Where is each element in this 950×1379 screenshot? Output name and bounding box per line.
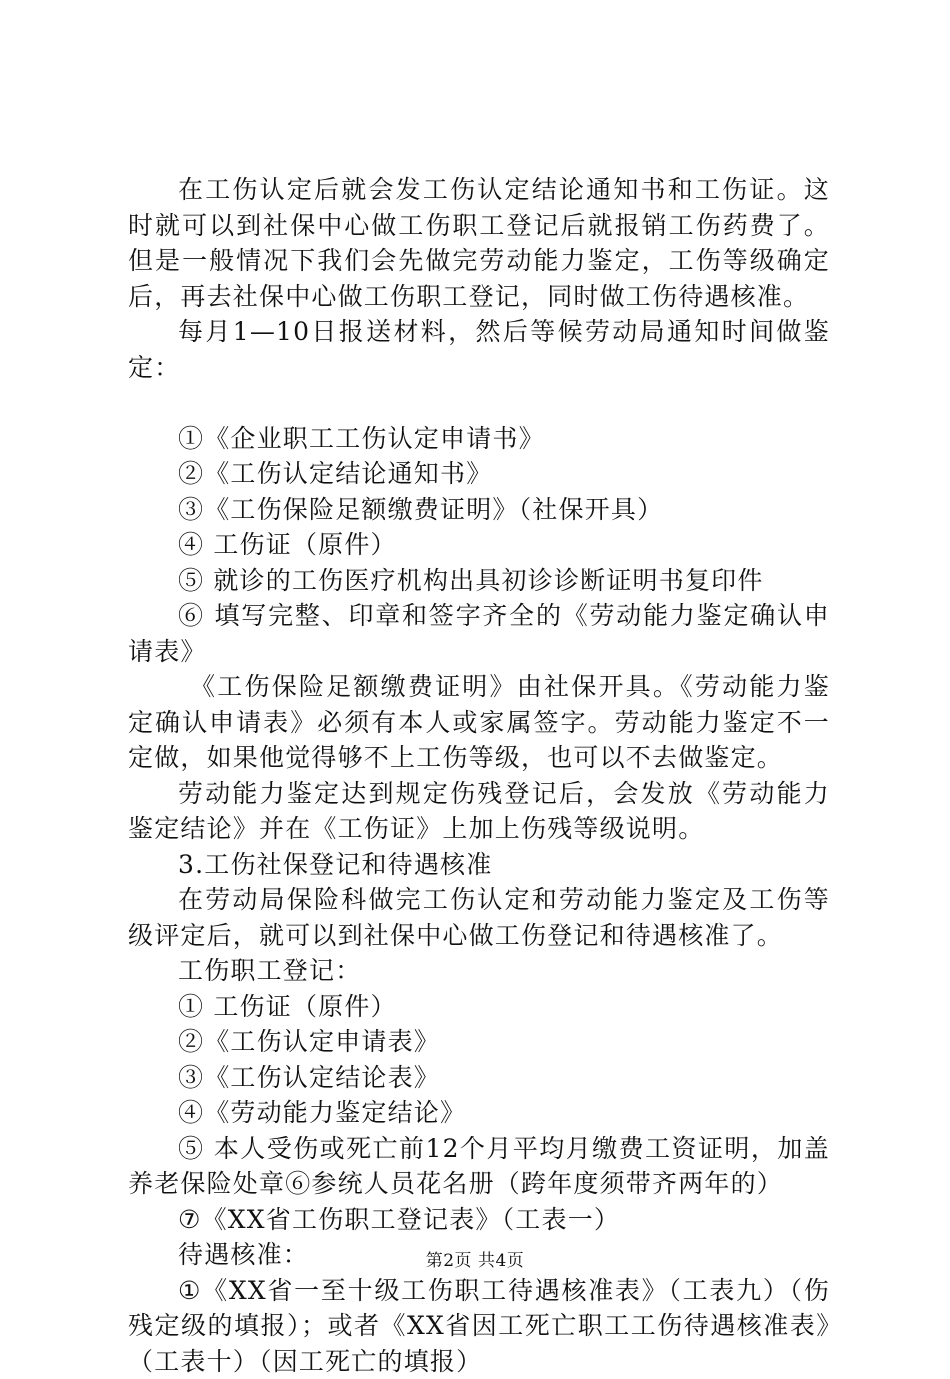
page-number: 第2页 共4页	[0, 1246, 950, 1271]
blank-line	[128, 385, 830, 421]
paragraph-section-intro: 在劳动局保险科做完工伤认定和劳动能力鉴定及工伤等级评定后，就可以到社保中心做工伤登记和待遇核准了。	[128, 882, 830, 953]
list-item: ②《工伤认定申请表》	[128, 1024, 830, 1060]
list-item: ②《工伤认定结论通知书》	[128, 456, 830, 492]
list-item: ⑥ 填写完整、印章和签字齐全的《劳动能力鉴定确认申请表》	[128, 598, 830, 669]
paragraph-schedule: 每月1—10日报送材料，然后等候劳动局通知时间做鉴定：	[128, 314, 830, 385]
subheading-registration: 工伤职工登记：	[128, 953, 830, 989]
paragraph-result: 劳动能力鉴定达到规定伤残登记后，会发放《劳动能力鉴定结论》并在《工伤证》上加上伤残等级说明。	[128, 776, 830, 847]
paragraph-note: 《工伤保险足额缴费证明》由社保开具。《劳动能力鉴定确认申请表》必须有本人或家属签字。劳动能力鉴定不一定做，如果他觉得够不上工伤等级，也可以不去做鉴定。	[128, 669, 830, 776]
paragraph-intro: 在工伤认定后就会发工伤认定结论通知书和工伤证。这时就可以到社保中心做工伤职工登记后就报销工伤药费了。但是一般情况下我们会先做完劳动能力鉴定，工伤等级确定后，再去社保中心做工伤职工登记，同时做工伤待遇核准。	[128, 172, 830, 314]
list-item: ⑤ 本人受伤或死亡前12个月平均月缴费工资证明，加盖养老保险处章⑥参统人员花名册（跨年度须带齐两年的）	[128, 1131, 830, 1202]
section-heading: 3.工伤社保登记和待遇核准	[128, 847, 830, 883]
list-item: ④ 工伤证（原件）	[128, 527, 830, 563]
list-item: ③《工伤认定结论表》	[128, 1060, 830, 1096]
list-item: ①《企业职工工伤认定申请书》	[128, 421, 830, 457]
list-item: ③《工伤保险足额缴费证明》（社保开具）	[128, 492, 830, 528]
list-item: ① 工伤证（原件）	[128, 989, 830, 1025]
list-item: ⑦《XX省工伤职工登记表》（工表一）	[128, 1202, 830, 1238]
subheading-approval: 待遇核准：	[128, 1237, 830, 1273]
list-item: ⑤ 就诊的工伤医疗机构出具初诊诊断证明书复印件	[128, 563, 830, 599]
list-item: ④《劳动能力鉴定结论》	[128, 1095, 830, 1131]
list-item: ①《XX省一至十级工伤职工待遇核准表》（工表九）（伤残定级的填报）；或者《XX省因工死亡职工工伤待遇核准表》（工表十）（因工死亡的填报）	[128, 1273, 830, 1379]
document-body	[128, 172, 830, 1379]
